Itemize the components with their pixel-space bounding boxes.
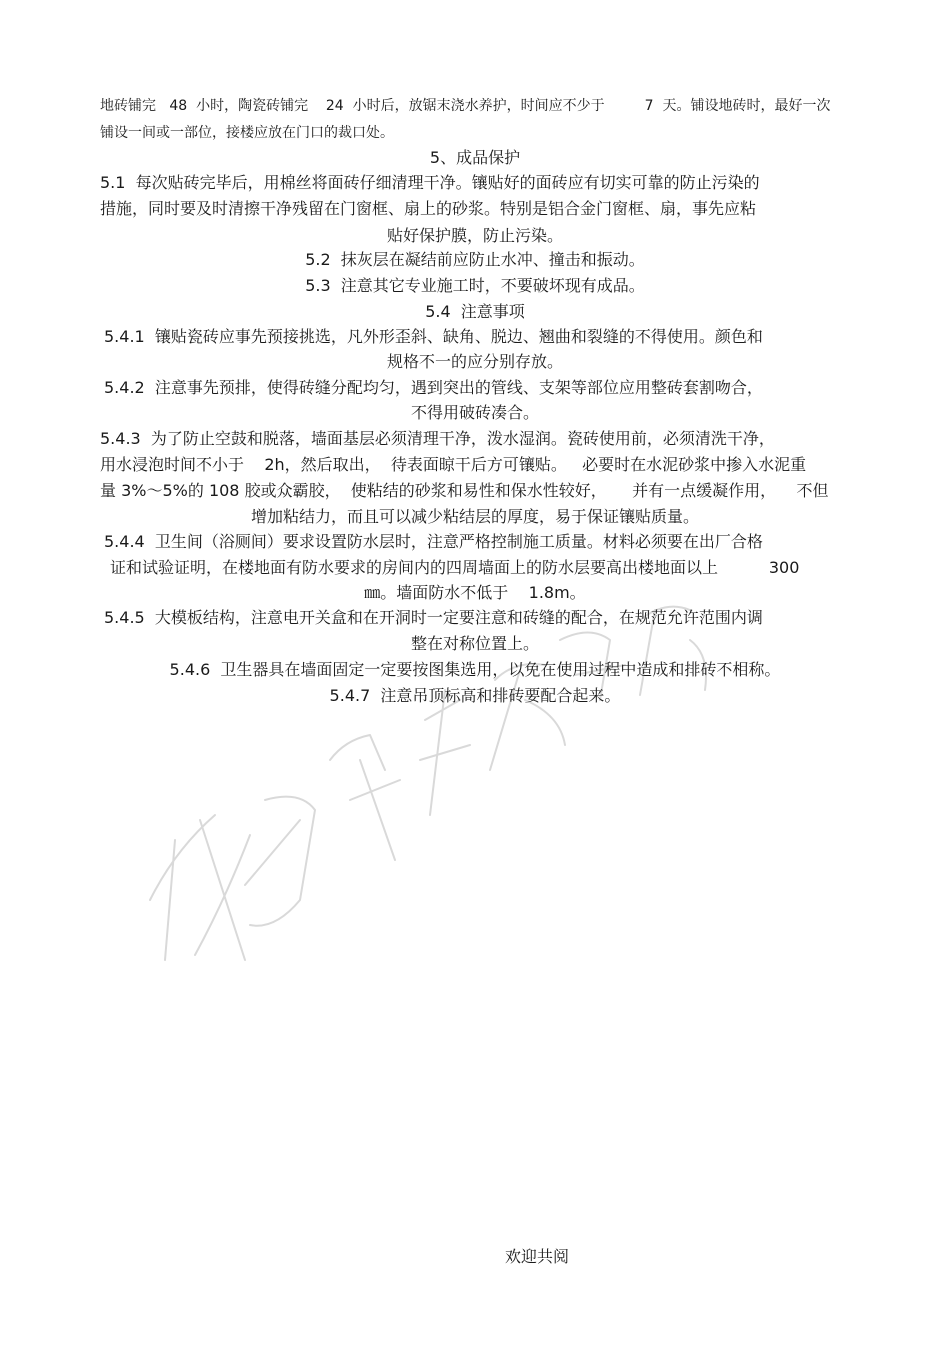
para-5-3: 5.3 注意其它专业施工时，不要破坏现有成品。 bbox=[305, 276, 645, 295]
para-5-1-line-2: 措施，同时要及时清擦干净残留在门窗框、扇上的砂浆。特别是铝合金门窗框、扇，事先应粘 bbox=[100, 199, 757, 218]
para-5-1-line-1: 5.1 每次贴砖完毕后，用棉丝将面砖仔细清理干净。镶贴好的面砖应有切实可靠的防止污染的 bbox=[100, 173, 760, 192]
para-5-4-6: 5.4.6 卫生器具在墙面固定一定要按图集选用，以免在使用过程中造成和排砖不相称。 bbox=[169, 660, 781, 679]
para-5-4-4-line-2: 证和试验证明，在楼地面有防水要求的房间内的四周墙面上的防水层要高出楼地面以上 300 bbox=[110, 558, 800, 577]
para-5-4-4-line-3: ㎜。墙面防水不低于 1.8m。 bbox=[364, 583, 586, 602]
para-5-4-2-line-1: 5.4.2 注意事先预排，使得砖缝分配均匀，遇到突出的管线、支架等部位应用整砖套割吻合， bbox=[104, 378, 763, 397]
para-5-4-3-line-1: 5.4.3 为了防止空鼓和脱落，墙面基层必须清理干净，泼水湿润。瓷砖使用前，必须清洗干净， bbox=[100, 429, 775, 448]
para-5-4-3-line-3: 量 3%～5%的 108 胶或众霸胶， 使粘结的砂浆和易性和保水性较好， 并有一点缓凝作用， 不但 bbox=[100, 481, 829, 500]
para-5-4-5-line-2: 整在对称位置上。 bbox=[410, 634, 539, 653]
para-5-4-7: 5.4.7 注意吊顶标高和排砖要配合起来。 bbox=[329, 686, 621, 705]
para-5-4-3-line-2: 用水浸泡时间不小于 2h，然后取出， 待表面晾干后方可镶贴。 必要时在水泥砂浆中掺入水泥重 bbox=[100, 455, 807, 474]
para-5-1-line-3: 贴好保护膜，防止污染。 bbox=[386, 226, 563, 245]
section-5-heading: 5、成品保护 bbox=[429, 148, 521, 167]
footer-text: 欢迎共阅 bbox=[505, 1247, 570, 1266]
para-5-4-heading: 5.4 注意事项 bbox=[425, 302, 525, 321]
para-5-4-5-line-1: 5.4.5 大模板结构，注意电开关盒和在开洞时一定要注意和砖缝的配合，在规范允许范围内调 bbox=[104, 608, 763, 627]
para-5-2: 5.2 抹灰层在凝结前应防止水冲、撞击和振动。 bbox=[305, 250, 645, 269]
intro-line-2: 铺设一间或一部位，接楼应放在门口的裁口处。 bbox=[100, 125, 394, 141]
para-5-4-1-line-2: 规格不一的应分别存放。 bbox=[386, 352, 563, 371]
para-5-4-2-line-2: 不得用破砖凑合。 bbox=[410, 403, 539, 422]
para-5-4-3-line-4: 增加粘结力，而且可以减少粘结层的厚度，易于保证镶贴质量。 bbox=[250, 507, 699, 526]
para-5-4-4-line-1: 5.4.4 卫生间（浴厕间）要求设置防水层时，注意严格控制施工质量。材料必须要在出厂合格 bbox=[104, 532, 763, 551]
para-5-4-1-line-1: 5.4.1 镶贴瓷砖应事先预接挑选，凡外形歪斜、缺角、脱边、翘曲和裂缝的不得使用。颜色和 bbox=[104, 327, 763, 346]
intro-line-1: 地砖铺完 48 小时，陶瓷砖铺完 24 小时后，放锯末浇水养护，时间应不少于 7 天。铺设地砖时，最好一次 bbox=[100, 98, 831, 114]
